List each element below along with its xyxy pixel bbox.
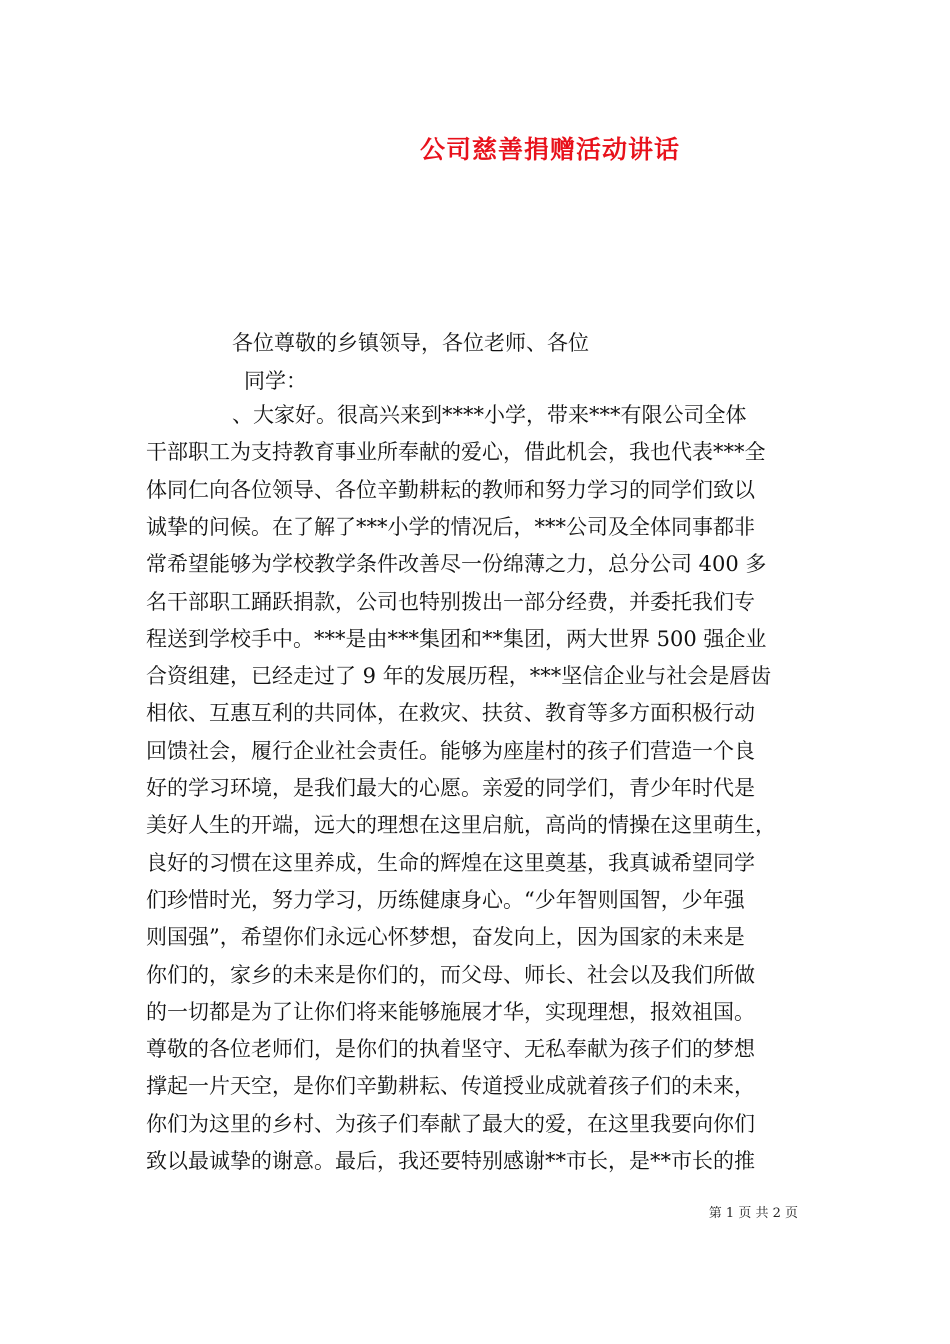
body-paragraph-line: 好的学习环境，是我们最大的心愿。亲爱的同学们，青少年时代是 xyxy=(146,776,755,800)
body-paragraph-line: 相依、互惠互利的共同体，在救灾、扶贫、教育等多方面积极行动 xyxy=(146,701,755,726)
body-paragraph-line: 良好的习惯在这里养成，生命的辉煌在这里奠基，我真诚希望同学 xyxy=(146,850,755,875)
document-title: 公司慈善捐赠活动讲话 xyxy=(419,135,680,164)
body-paragraph-line: 你们为这里的乡村、为孩子们奉献了最大的爱，在这里我要向你们 xyxy=(146,1111,755,1136)
body-paragraph-line: 常希望能够为学校教学条件改善尽一份绵薄之力，总分公司 400 多 xyxy=(146,552,767,577)
body-paragraph-line: 撑起一片天空，是你们辛勤耕耘、传道授业成就着孩子们的未来， xyxy=(146,1074,755,1099)
salutation-line-1: 各位尊敬的乡镇领导，各位老师、各位 xyxy=(232,331,589,355)
body-paragraph-line: 的一切都是为了让你们将来能够施展才华，实现理想，报效祖国。 xyxy=(146,999,755,1024)
body-paragraph-line: 程送到学校手中。***是由***集团和**集团，两大世界 500 强企业 xyxy=(146,626,767,651)
body-paragraph-line: 你们的，家乡的未来是你们的，而父母、师长、社会以及我们所做 xyxy=(146,962,755,987)
body-paragraph-line: 则国强”，希望你们永远心怀梦想，奋发向上，因为国家的未来是 xyxy=(146,925,745,950)
page-number-footer: 第 1 页 共 2 页 xyxy=(708,1206,798,1221)
salutation-line-2: 同学： xyxy=(244,369,307,393)
body-paragraph-line: 们珍惜时光，努力学习，历练健康身心。“少年智则国智，少年强 xyxy=(146,887,745,912)
body-paragraph-line: 合资组建，已经走过了 9 年的发展历程，***坚信企业与社会是唇齿 xyxy=(146,664,772,689)
body-paragraph-line: 名干部职工踊跃捐款，公司也特别拨出一部分经费，并委托我们专 xyxy=(146,589,755,614)
body-paragraph-line: 诚挚的问候。在了解了***小学的情况后，***公司及全体同事都非 xyxy=(146,514,755,539)
body-paragraph-line: 致以最诚挚的谢意。最后，我还要特别感谢**市长，是**市长的推 xyxy=(146,1149,755,1173)
body-paragraph-line: 、大家好。很高兴来到****小学，带来***有限公司全体 xyxy=(232,403,747,427)
body-paragraph-line: 干部职工为支持教育事业所奉献的爱心，借此机会，我也代表***全 xyxy=(146,440,766,465)
body-paragraph-line: 美好人生的开端，远大的理想在这里启航，高尚的情操在这里萌生， xyxy=(146,813,776,838)
body-paragraph-line: 体同仁向各位领导、各位辛勤耕耘的教师和努力学习的同学们致以 xyxy=(146,477,755,502)
body-paragraph-line: 尊敬的各位老师们，是你们的执着坚守、无私奉献为孩子们的梦想 xyxy=(146,1037,755,1062)
body-paragraph-line: 回馈社会，履行企业社会责任。能够为座崖村的孩子们营造一个良 xyxy=(146,738,755,763)
